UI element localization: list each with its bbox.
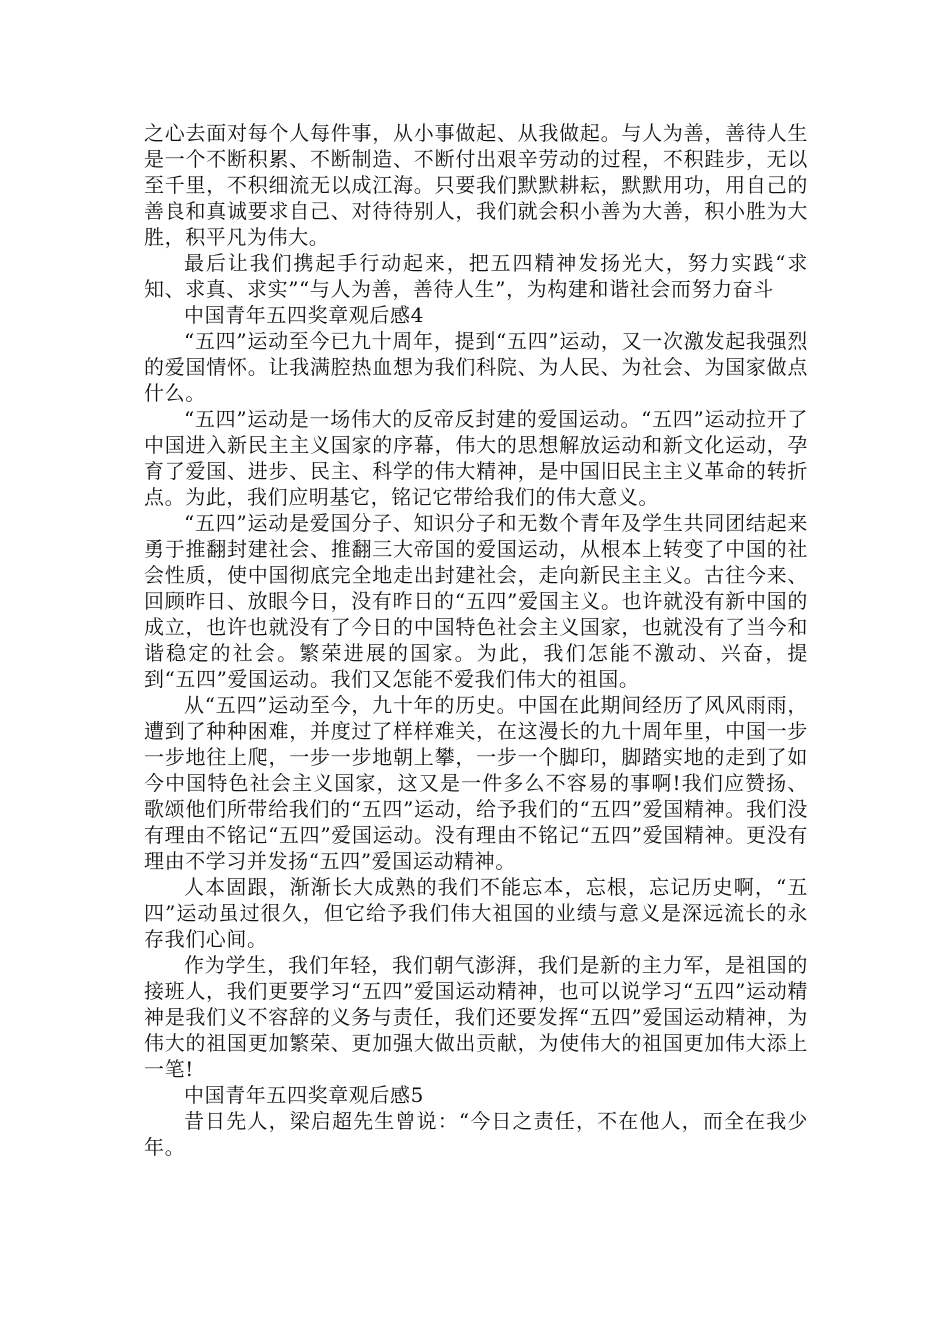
paragraph-body: “五四”运动至今已九十周年，提到“五四”运动，又一次激发起我强烈的爱国情怀。让我满腔热血想为我们科院、为人民、为社会、为国家做点什么。: [144, 329, 808, 405]
paragraph-body: 昔日先人，梁启超先生曾说：“今日之责任，不在他人，而全在我少年。: [144, 1109, 808, 1159]
paragraph-body: 人本固跟，渐渐长大成熟的我们不能忘本，忘根，忘记历史啊，“五四”运动虽过很久，但它给予我们伟大祖国的业绩与意义是深远流长的永存我们心间。: [144, 875, 808, 951]
document-page: [144, 120, 808, 1160]
section-heading-5: 中国青年五四奖章观后感5: [184, 1083, 424, 1107]
paragraph-continuation: 之心去面对每个人每件事，从小事做起、从我做起。与人为善，善待人生是一个不断积累、不断制造、不断付出艰辛劳动的过程，不积跬步，无以至千里，不积细流无以成江海。只要我们默默耕耘，默默用功，用自己的善良和真诚要求自己、对待待别人，我们就会积小善为大善，积小胜为大胜，积平凡为伟大。: [144, 121, 808, 249]
paragraph-body: 从“五四”运动至今，九十年的历史。中国在此期间经历了风风雨雨，遭到了种种困难，并度过了样样难关，在这漫长的九十周年里，中国一步一步地往上爬，一步一步地朝上攀，一步一个脚印，脚踏实地的走到了如今中国特色社会主义国家，这又是一件多么不容易的事啊!我们应赞扬、歌颂他们所带给我们的“五四”运动，给予我们的“五四”爱国精神。我们没有理由不铭记“五四”爱国运动。没有理由不铭记“五四”爱国精神。更没有理由不学习并发扬“五四”爱国运动精神。: [144, 693, 808, 873]
paragraph-body: 作为学生，我们年轻，我们朝气澎湃，我们是新的主力军，是祖国的接班人，我们更要学习“五四”爱国运动精神，也可以说学习“五四”运动精神是我们义不容辞的义务与责任，我们还要发挥“五四”爱国运动精神，为伟大的祖国更加繁荣、更加强大做出贡献，为使伟大的祖国更加伟大添上一笔!: [144, 953, 808, 1081]
section-heading-4: 中国青年五四奖章观后感4: [184, 303, 424, 327]
paragraph-body: “五四”运动是一场伟大的反帝反封建的爱国运动。“五四”运动拉开了中国进入新民主主义国家的序幕，伟大的思想解放运动和新文化运动，孕育了爱国、进步、民主、科学的伟大精神，是中国旧民主主义革命的转折点。为此，我们应明基它，铭记它带给我们的伟大意义。: [144, 407, 808, 509]
paragraph-closing-call: 最后让我们携起手行动起来，把五四精神发扬光大，努力实践“求知、求真、求实”“与人为善，善待人生”，为构建和谐社会而努力奋斗: [144, 251, 808, 301]
paragraph-body: “五四”运动是爱国分子、知识分子和无数个青年及学生共同团结起来勇于推翻封建社会、推翻三大帝国的爱国运动，从根本上转变了中国的社会性质，使中国彻底完全地走出封建社会，走向新民主主义。古往今来、回顾昨日、放眼今日，没有昨日的“五四”爱国主义。也许就没有新中国的成立，也许也就没有了今日的中国特色社会主义国家，也就没有了当今和谐稳定的社会。繁荣进展的国家。为此，我们怎能不激动、兴奋，提到“五四”爱国运动。我们又怎能不爱我们伟大的祖国。: [144, 511, 808, 691]
